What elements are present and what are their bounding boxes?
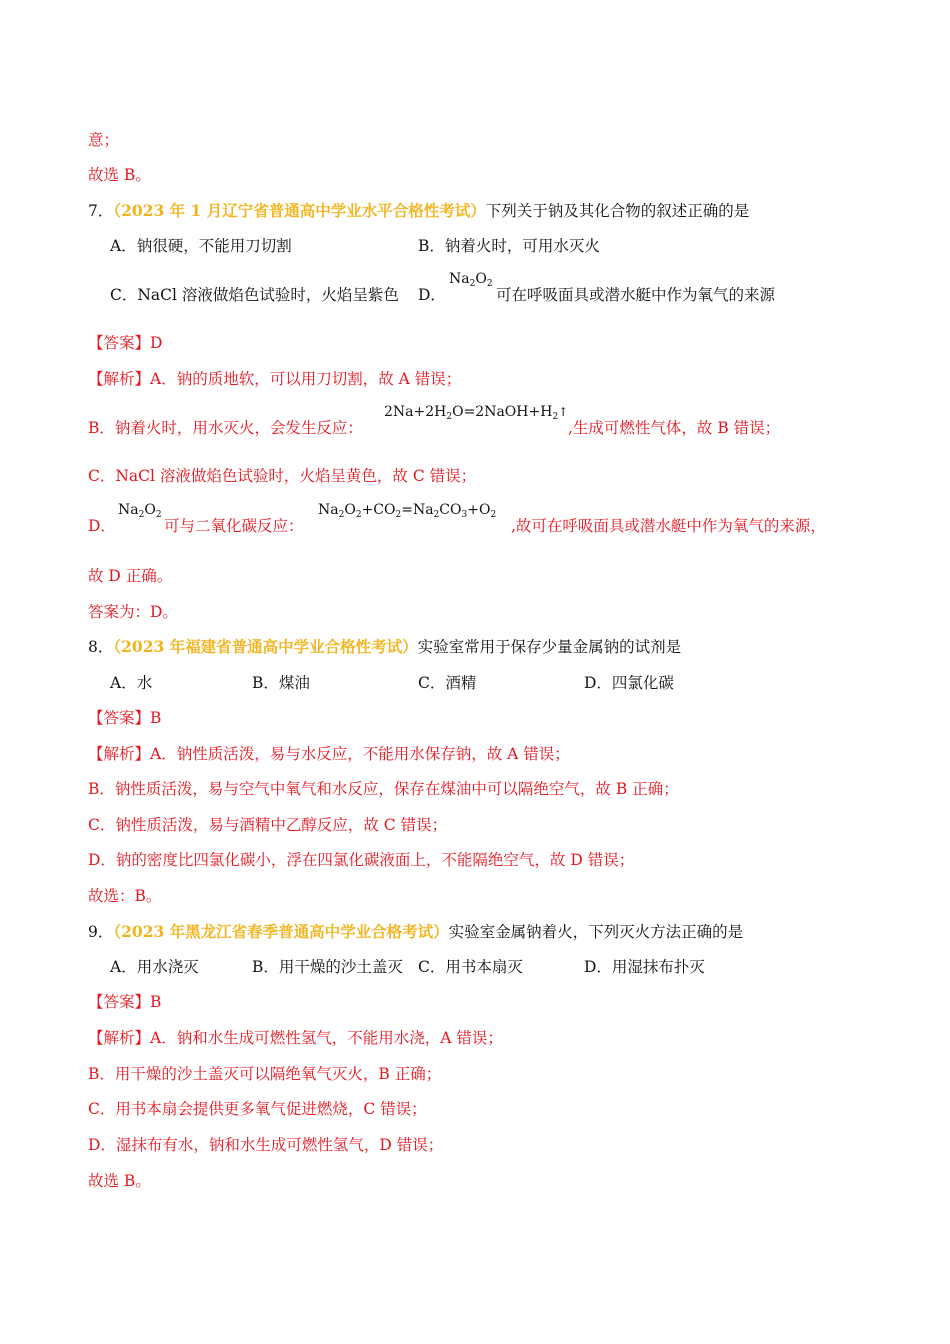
question-7-stem (88, 201, 749, 221)
q9-option-c: C．用书本扇灭 (418, 958, 523, 976)
question-source: （2023 年 1 月辽宁省普通高中学业水平合格性考试） (113, 201, 486, 220)
q9-analysis-a: 【解析】A．钠和水生成可燃性氢气，不能用水浇，A 错误； (88, 1029, 503, 1047)
q8-answer: 【答案】B (88, 709, 162, 727)
question-9-stem (88, 922, 743, 942)
q7-option-c: C．NaCl 溶液做焰色试验时，火焰呈紫色 (110, 286, 399, 304)
q8-option-d: D．四氯化碳 (584, 674, 674, 692)
q8-option-a: A．水 (110, 674, 153, 692)
q9-option-a: A．用水浇灭 (110, 958, 199, 976)
formula-peroxide-co2-reaction: $Na_2O_2+CO_2=Na_2CO_3+O_2$ (318, 502, 497, 520)
q8-analysis-final: 故选：B。 (88, 887, 162, 905)
q7-analysis-final: 答案为：D。 (88, 603, 178, 621)
q7-analysis-d-mid: 可与二氧化碳反应： (164, 517, 304, 535)
question-number: 7． (88, 202, 114, 220)
q8-analysis-d: D．钠的密度比四氯化碳小，浮在四氯化碳液面上，不能隔绝空气，故 D 错误； (88, 851, 635, 869)
q9-analysis-c: C．用书本扇会提供更多氧气促进燃烧，C 错误； (88, 1100, 427, 1118)
q8-option-b: B．煤油 (252, 674, 310, 692)
q9-analysis-d: D．湿抹布有水，钠和水生成可燃性氢气，D 错误； (88, 1136, 444, 1154)
q9-analysis-b: B．用干燥的沙土盖灭可以隔绝氧气灭火，B 正确； (88, 1065, 442, 1083)
formula-sodium-water-reaction: $2Na+2H_2O=2NaOH+H_2↑$ (384, 404, 569, 422)
q8-analysis-c: C．钠性质活泼，易与酒精中乙醇反应，故 C 错误； (88, 816, 448, 834)
question-number: 9． (88, 923, 114, 941)
q7-analysis-c: C．NaCl 溶液做焰色试验时，火焰呈黄色，故 C 错误； (88, 467, 477, 485)
q7-analysis-d-end: 故 D 正确。 (88, 567, 173, 585)
q8-analysis-a: 【解析】A．钠性质活泼，易与水反应，不能用水保存钠，故 A 错误； (88, 745, 570, 763)
q7-analysis-b-suffix: ,生成可燃性气体，故 B 错误； (568, 419, 781, 437)
q7-option-d-prefix: D． (418, 286, 446, 304)
q7-option-b: B．钠着火时，可用水灭火 (418, 237, 600, 255)
q8-option-c: C．酒精 (418, 674, 477, 692)
q7-analysis-d-prefix: D． (88, 517, 116, 535)
q9-option-d: D．用湿抹布扑灭 (584, 958, 705, 976)
question-source: （2023 年黑龙江省春季普通高中学业合格考试） (113, 922, 449, 941)
q9-analysis-final: 故选 B。 (88, 1172, 151, 1190)
question-text: 下列关于钠及其化合物的叙述正确的是 (485, 202, 750, 220)
q9-option-b: B．用干燥的沙土盖灭 (252, 958, 403, 976)
prev-conclusion: 故选 B。 (88, 166, 151, 184)
q7-analysis-d-suffix: ,故可在呼吸面具或潜水艇中作为氧气的来源， (511, 517, 826, 535)
prev-tail: 意； (88, 131, 120, 149)
formula-na2o2: $Na_2O_2$ (449, 271, 493, 289)
question-8-stem (88, 637, 681, 657)
question-text: 实验室金属钠着火，下列灭火方法正确的是 (448, 923, 744, 941)
question-text: 实验室常用于保存少量金属钠的试剂是 (417, 638, 682, 656)
q7-option-a: A．钠很硬，不能用刀切割 (110, 237, 292, 255)
q7-analysis-a: 【解析】A．钠的质地软，可以用刀切割，故 A 错误； (88, 370, 462, 388)
question-number: 8． (88, 638, 114, 656)
q7-analysis-b-prefix: B．钠着火时，用水灭火，会发生反应： (88, 419, 363, 437)
q8-analysis-b: B．钠性质活泼，易与空气中氧气和水反应，保存在煤油中可以隔绝空气，故 B 正确； (88, 780, 679, 798)
q7-option-d-text: 可在呼吸面具或潜水艇中作为氧气的来源 (496, 286, 776, 304)
formula-na2o2: $Na_2O_2$ (118, 502, 162, 520)
question-source: （2023 年福建省普通高中学业合格性考试） (113, 637, 418, 656)
q7-answer: 【答案】D (88, 334, 163, 352)
q9-answer: 【答案】B (88, 993, 162, 1011)
